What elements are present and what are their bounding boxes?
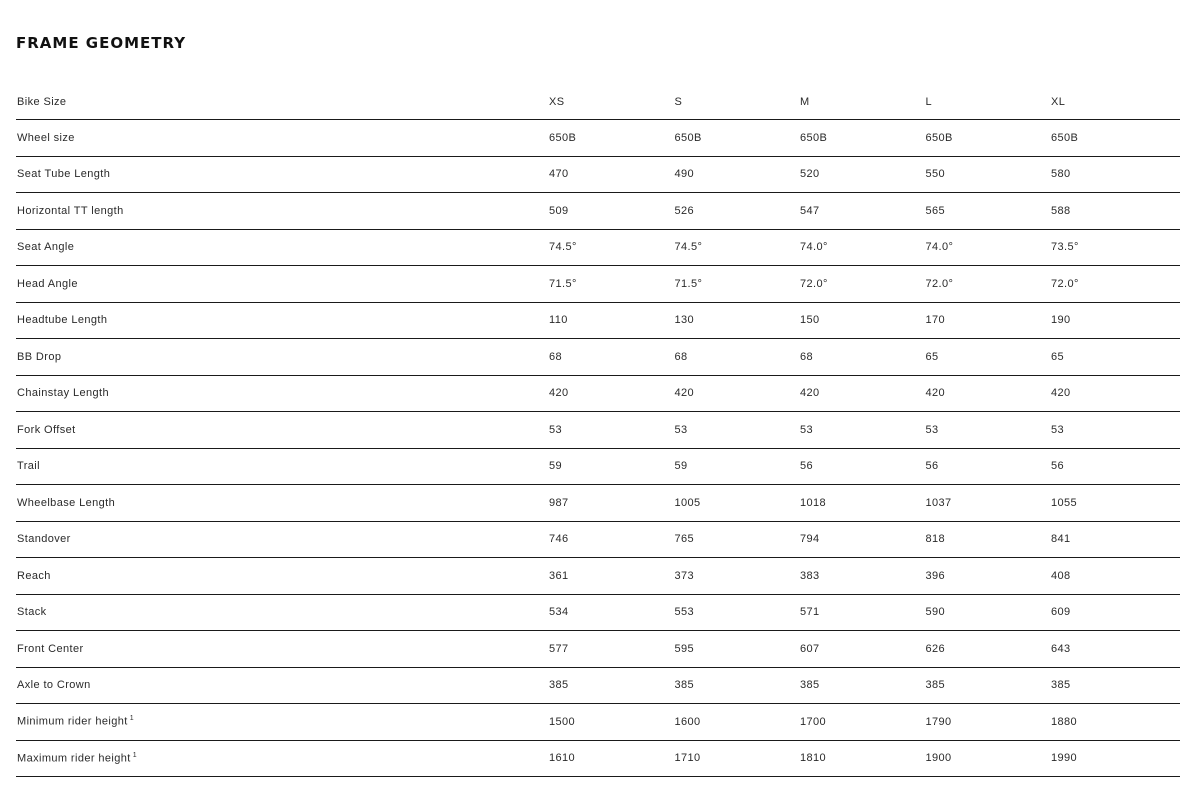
value-cell: 65	[1050, 339, 1180, 376]
value-cell: 1810	[799, 740, 925, 777]
row-label: Headtube Length	[17, 314, 108, 327]
value-cell: 1790	[925, 704, 1051, 741]
frame-geometry-table	[16, 84, 1180, 777]
value-cell: 420	[799, 375, 925, 412]
size-header: XL	[1050, 84, 1180, 120]
value-cell: 987	[548, 485, 674, 522]
value-cell: 526	[674, 193, 800, 230]
row-label: Trail	[17, 460, 40, 473]
row-label: Fork Offset	[17, 423, 76, 436]
value-cell: 420	[674, 375, 800, 412]
row-label: Seat Angle	[17, 241, 75, 254]
value-cell: 520	[799, 156, 925, 193]
value-cell: 110	[548, 302, 674, 339]
size-header: XS	[548, 84, 674, 120]
value-cell: 361	[548, 558, 674, 595]
value-cell: 746	[548, 521, 674, 558]
table-row	[16, 375, 1180, 412]
table-row	[16, 302, 1180, 339]
value-cell: 626	[925, 631, 1051, 668]
table-row	[16, 485, 1180, 522]
section-title: FRAME GEOMETRY	[16, 34, 187, 52]
table-body	[16, 120, 1180, 777]
value-cell: 509	[548, 193, 674, 230]
value-cell: 580	[1050, 156, 1180, 193]
value-cell: 1005	[674, 485, 800, 522]
row-label-cell	[16, 704, 548, 741]
table-row	[16, 412, 1180, 449]
value-cell: 577	[548, 631, 674, 668]
footnote-marker: 1	[132, 751, 138, 759]
table-row	[16, 521, 1180, 558]
row-label: Minimum rider height	[17, 716, 128, 729]
value-cell: 59	[674, 448, 800, 485]
row-label-cell	[16, 120, 548, 157]
value-cell: 1700	[799, 704, 925, 741]
value-cell: 565	[925, 193, 1051, 230]
row-label: Standover	[17, 533, 71, 546]
value-cell: 650B	[548, 120, 674, 157]
value-cell: 53	[925, 412, 1051, 449]
row-label-cell	[16, 631, 548, 668]
value-cell: 56	[1050, 448, 1180, 485]
row-label: Stack	[17, 606, 47, 619]
value-cell: 818	[925, 521, 1051, 558]
row-label: Chainstay Length	[17, 387, 110, 400]
value-cell: 68	[799, 339, 925, 376]
value-cell: 607	[799, 631, 925, 668]
value-cell: 470	[548, 156, 674, 193]
row-label-cell	[16, 156, 548, 193]
row-label-cell	[16, 339, 548, 376]
table-row	[16, 448, 1180, 485]
value-cell: 396	[925, 558, 1051, 595]
table-row	[16, 120, 1180, 157]
value-cell: 420	[925, 375, 1051, 412]
value-cell: 150	[799, 302, 925, 339]
value-cell: 420	[1050, 375, 1180, 412]
value-cell: 547	[799, 193, 925, 230]
row-label-cell	[16, 302, 548, 339]
table-row	[16, 667, 1180, 704]
value-cell: 385	[548, 667, 674, 704]
row-label: Maximum rider height	[17, 752, 131, 765]
value-cell: 373	[674, 558, 800, 595]
row-label-cell	[16, 740, 548, 777]
value-cell: 53	[674, 412, 800, 449]
value-cell: 1500	[548, 704, 674, 741]
value-cell: 56	[799, 448, 925, 485]
value-cell: 794	[799, 521, 925, 558]
row-label: Head Angle	[17, 277, 78, 290]
value-cell: 53	[799, 412, 925, 449]
value-cell: 595	[674, 631, 800, 668]
value-cell: 74.0°	[925, 229, 1051, 266]
row-label: Wheelbase Length	[17, 496, 116, 509]
value-cell: 74.0°	[799, 229, 925, 266]
row-label-cell	[16, 229, 548, 266]
table-row	[16, 229, 1180, 266]
value-cell: 650B	[925, 120, 1051, 157]
value-cell: 765	[674, 521, 800, 558]
footnote-marker: 1	[129, 715, 134, 723]
value-cell: 170	[925, 302, 1051, 339]
value-cell: 130	[674, 302, 800, 339]
row-label-cell	[16, 667, 548, 704]
header-row	[16, 84, 1180, 120]
table-row	[16, 193, 1180, 230]
value-cell: 650B	[799, 120, 925, 157]
value-cell: 68	[548, 339, 674, 376]
table-row	[16, 740, 1180, 777]
value-cell: 1990	[1050, 740, 1180, 777]
value-cell: 383	[799, 558, 925, 595]
value-cell: 571	[799, 594, 925, 631]
table-row	[16, 631, 1180, 668]
table-row	[16, 339, 1180, 376]
value-cell: 650B	[674, 120, 800, 157]
value-cell: 190	[1050, 302, 1180, 339]
value-cell: 73.5°	[1050, 229, 1180, 266]
value-cell: 71.5°	[674, 266, 800, 303]
value-cell: 74.5°	[674, 229, 800, 266]
table-row	[16, 156, 1180, 193]
value-cell: 53	[548, 412, 674, 449]
row-label-cell	[16, 594, 548, 631]
value-cell: 72.0°	[799, 266, 925, 303]
row-label-cell	[16, 448, 548, 485]
value-cell: 1055	[1050, 485, 1180, 522]
row-label: Front Center	[17, 642, 84, 655]
value-cell: 420	[548, 375, 674, 412]
value-cell: 53	[1050, 412, 1180, 449]
value-cell: 643	[1050, 631, 1180, 668]
value-cell: 385	[1050, 667, 1180, 704]
table-row	[16, 266, 1180, 303]
value-cell: 490	[674, 156, 800, 193]
value-cell: 56	[925, 448, 1051, 485]
header-label: Bike Size	[16, 84, 548, 120]
table-header	[16, 84, 1180, 120]
row-label: Reach	[17, 569, 51, 582]
row-label-cell	[16, 375, 548, 412]
table-row	[16, 594, 1180, 631]
value-cell: 385	[799, 667, 925, 704]
row-label: Horizontal TT length	[17, 204, 124, 217]
value-cell: 553	[674, 594, 800, 631]
value-cell: 1880	[1050, 704, 1180, 741]
value-cell: 590	[925, 594, 1051, 631]
value-cell: 1018	[799, 485, 925, 522]
row-label-cell	[16, 521, 548, 558]
row-label-cell	[16, 266, 548, 303]
value-cell: 1900	[925, 740, 1051, 777]
row-label-cell	[16, 412, 548, 449]
size-header: M	[799, 84, 925, 120]
value-cell: 65	[925, 339, 1051, 376]
row-label-cell	[16, 485, 548, 522]
value-cell: 550	[925, 156, 1051, 193]
value-cell: 650B	[1050, 120, 1180, 157]
size-header: S	[674, 84, 800, 120]
value-cell: 72.0°	[925, 266, 1051, 303]
value-cell: 609	[1050, 594, 1180, 631]
row-label: Seat Tube Length	[17, 168, 111, 181]
table-row	[16, 558, 1180, 595]
value-cell: 385	[925, 667, 1051, 704]
row-label: Axle to Crown	[17, 679, 91, 692]
value-cell: 1600	[674, 704, 800, 741]
row-label: BB Drop	[17, 350, 62, 363]
value-cell: 59	[548, 448, 674, 485]
value-cell: 534	[548, 594, 674, 631]
value-cell: 408	[1050, 558, 1180, 595]
value-cell: 385	[674, 667, 800, 704]
value-cell: 841	[1050, 521, 1180, 558]
value-cell: 1610	[548, 740, 674, 777]
size-header: L	[925, 84, 1051, 120]
value-cell: 588	[1050, 193, 1180, 230]
value-cell: 74.5°	[548, 229, 674, 266]
value-cell: 71.5°	[548, 266, 674, 303]
value-cell: 1037	[925, 485, 1051, 522]
row-label-cell	[16, 558, 548, 595]
row-label-cell	[16, 193, 548, 230]
value-cell: 1710	[674, 740, 800, 777]
value-cell: 72.0°	[1050, 266, 1180, 303]
row-label: Wheel size	[17, 131, 75, 144]
table-row	[16, 704, 1180, 741]
value-cell: 68	[674, 339, 800, 376]
